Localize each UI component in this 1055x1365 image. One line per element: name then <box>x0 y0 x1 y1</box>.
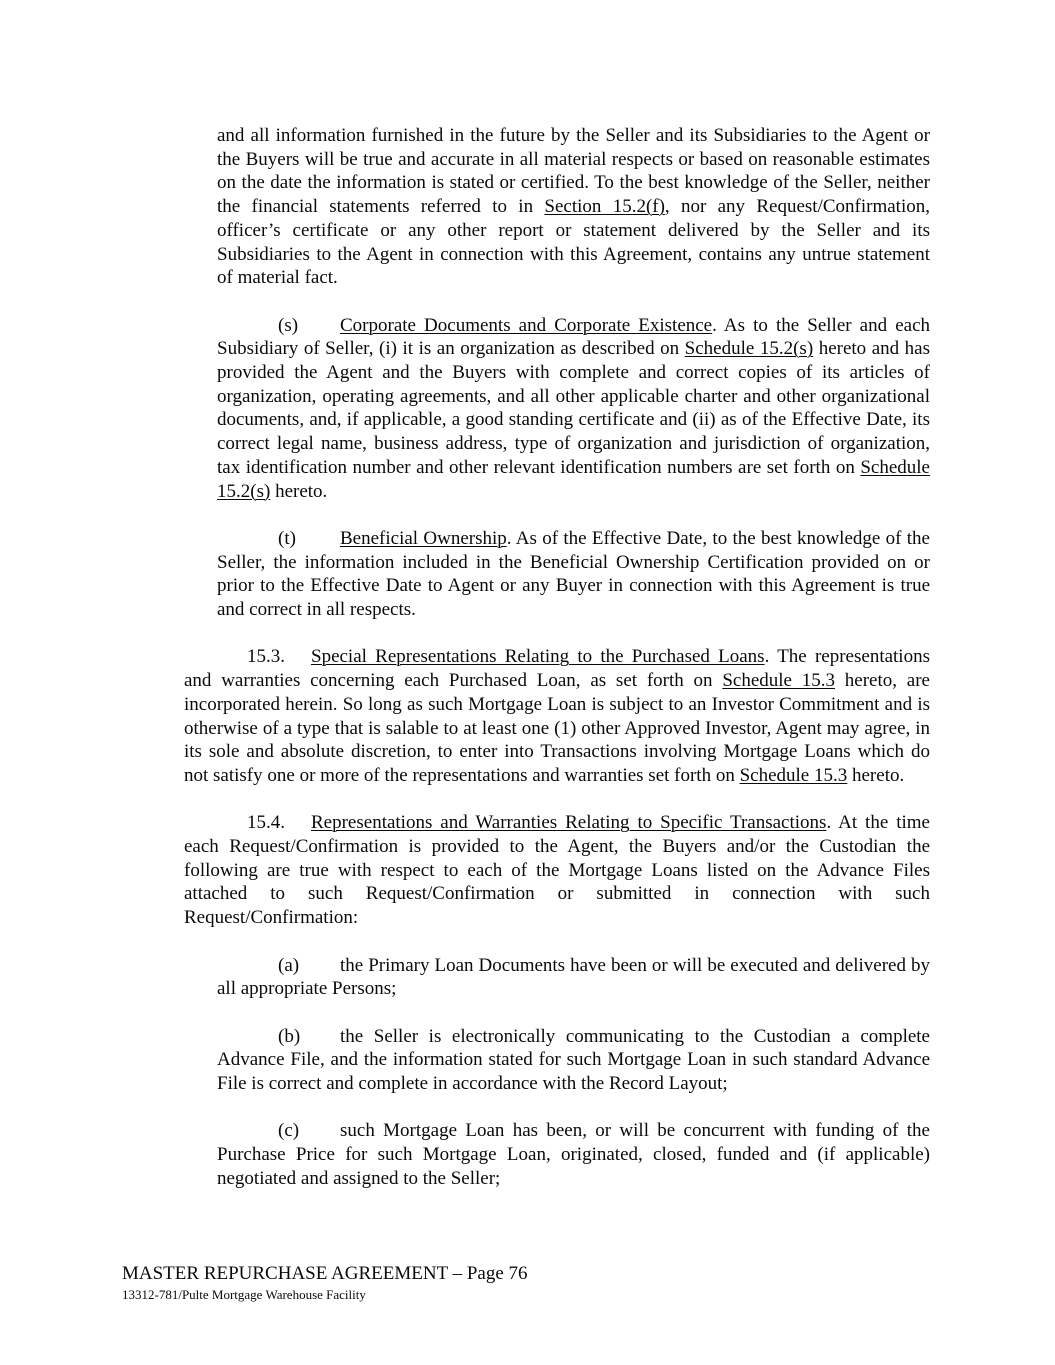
page-footer <box>122 1264 528 1302</box>
clause-marker: (c) <box>278 1120 300 1142</box>
cross-reference: Corporate Documents and Corporate Existence <box>340 314 713 336</box>
clause-marker: (s) <box>278 314 299 336</box>
cross-reference: Beneficial Ownership <box>340 527 507 549</box>
text-run: hereto. <box>270 480 328 502</box>
clause-s <box>217 314 930 504</box>
text-run: . As of the Effective Date, to the best knowledge of the Seller, the information included in the Beneficial Ownership Certification provided on or prior to the Effective Date to Agent or any Buyer in connection with this Agreement is true and correct in all respects. <box>217 527 930 621</box>
text-run: and all information furnished in the future by the Seller and its Subsidiaries to the Agent or the Buyers will be true and accurate in all material respects or based on reasonable estimates on the date the information is stated or certified. To the best knowledge of the Seller, neither the financial statements referred to in <box>217 125 930 218</box>
cross-reference: Schedule 15.3 <box>722 670 836 692</box>
clause-marker: 15.4. <box>247 812 285 834</box>
cross-reference: Representations and Warranties Relating to Specific Transactions <box>311 812 827 834</box>
text-run: . At the time each Request/Confirmation is provided to the Agent, the Buyers and/or the Custodian the following are true with respect to each of the Mortgage Loans listed on the Advance Files attached to such Request/Confirmation or submitted in connection with such Request/Confirmation: <box>184 812 930 929</box>
clause-marker: (t) <box>278 527 296 549</box>
footer-file-reference: 13312-781/Pulte Mortgage Warehouse Facility <box>122 1287 366 1302</box>
cross-reference: Schedule 15.2(s) <box>217 456 930 502</box>
cross-reference: Special Representations Relating to the Purchased Loans <box>311 646 765 668</box>
text-run: hereto. <box>847 764 905 786</box>
clause-marker: 15.3. <box>247 646 285 668</box>
text-run: such Mortgage Loan has been, or will be concurrent with funding of the Purchase Price for such Mortgage Loan, originated, closed, funded and (if applicable) negotiated and assigned to the Seller; <box>217 1120 930 1189</box>
paragraph-continuation <box>217 124 930 290</box>
cross-reference: Section 15.2(f) <box>544 196 665 218</box>
text-run: the Primary Loan Documents have been or will be executed and delivered by all appropriate Persons; <box>217 954 930 1000</box>
section-15-3 <box>184 645 930 787</box>
clause-marker: (a) <box>278 954 300 976</box>
clause-marker: (b) <box>278 1025 301 1047</box>
text-run: . As to the Seller and each Subsidiary of Seller, (i) it is an organization as described on <box>217 314 930 360</box>
cross-reference: Schedule 15.3 <box>739 764 848 786</box>
footer-document-title: MASTER REPURCHASE AGREEMENT – Page 76 <box>122 1263 528 1284</box>
text-run: hereto, are incorporated herein. So long as such Mortgage Loan is subject to an Investor Commitment and is otherwise of a type that is salable to at least one (1) other Approved Investor, Agent may agree, in its sole and absolute discretion, to enter into Transactions involving Mortgage Loans which do not satisfy one or more of the representations and warranties set forth on <box>184 670 930 786</box>
document-body <box>184 124 930 1191</box>
clause-c <box>217 1119 930 1190</box>
text-run: hereto and has provided the Agent and the Buyers with complete and correct copies of its articles of organization, operating agreements, and all other applicable charter and other organizational documents, and, if applicable, a good standing certificate and (ii) as of the Effective Date, its correct legal name, business address, type of organization and jurisdiction of organization, tax identification number and other relevant identification numbers are set forth on <box>217 338 930 478</box>
clause-b <box>217 1025 930 1096</box>
text-run: the Seller is electronically communicating to the Custodian a complete Advance File, and the information stated for such Mortgage Loan in such standard Advance File is correct and complete in accordance with the Record Layout; <box>217 1025 930 1095</box>
section-15-4 <box>184 811 930 930</box>
clause-a <box>217 954 930 1001</box>
clause-t <box>217 527 930 622</box>
text-run: , nor any Request/Confirmation, officer’s certificate or any other report or statement delivered by the Seller and its Subsidiaries to the Agent in connection with this Agreement, contains any untrue statement of material fact. <box>217 196 930 289</box>
text-run: . The representations and warranties concerning each Purchased Loan, as set forth on <box>184 646 930 692</box>
cross-reference: Schedule 15.2(s) <box>684 338 814 360</box>
